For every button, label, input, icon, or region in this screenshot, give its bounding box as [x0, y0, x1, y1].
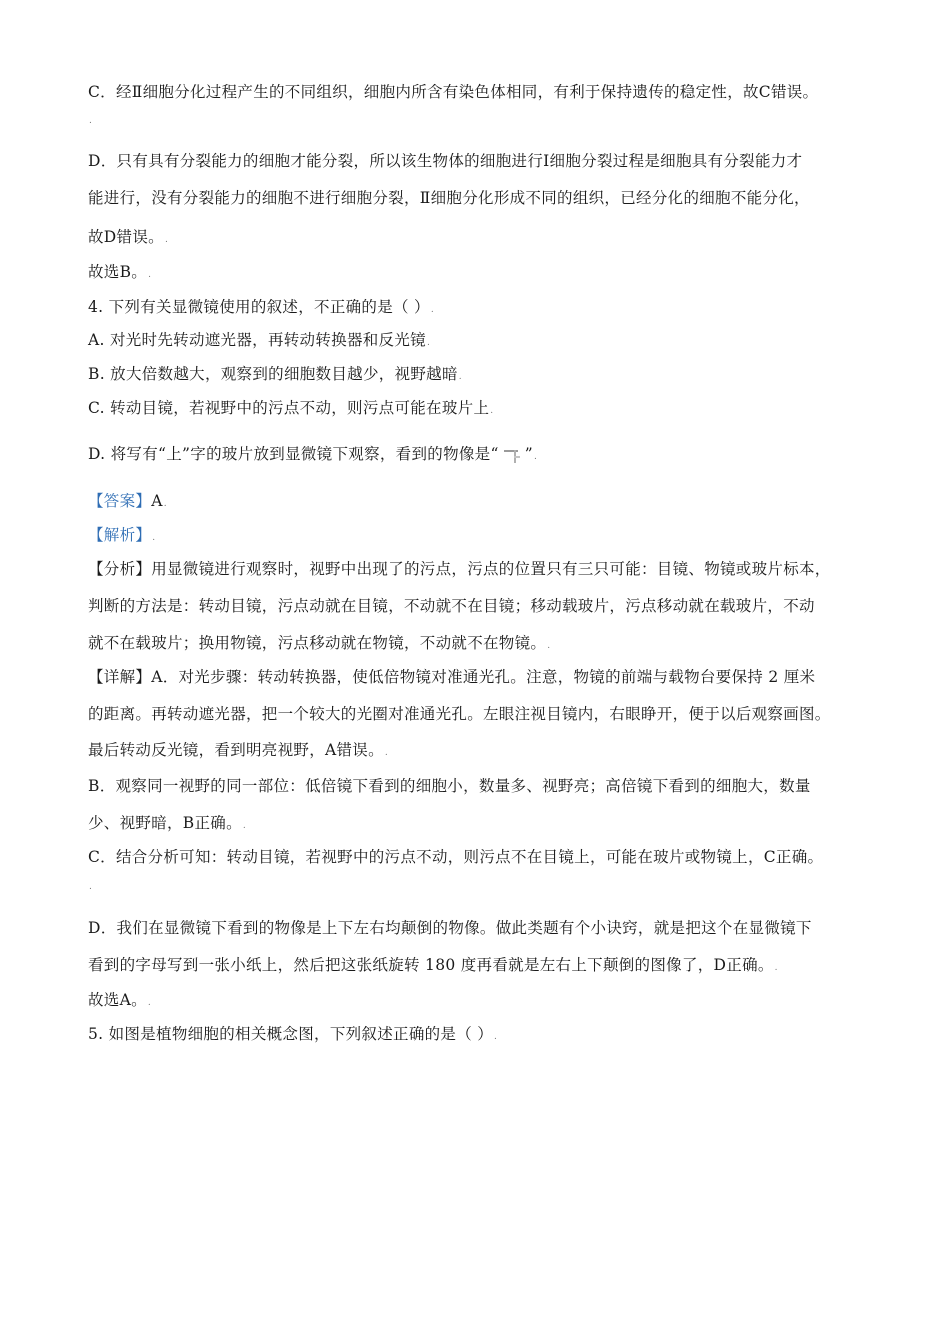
- answer-line: 【答案】A.: [88, 492, 167, 510]
- paragraph-d-analysis-line3: 故D错误。.: [88, 228, 169, 246]
- paragraph-d-analysis-line2: 能进行，没有分裂能力的细胞不进行细胞分裂，Ⅱ细胞分化形成不同的组织，已经分化的细胞不能分化，: [88, 189, 810, 207]
- detail-paragraph-b-line1: B．观察同一视野的同一部位：低倍镜下看到的细胞小，数量多、视野亮；高倍镜下看到的细胞大，数量: [88, 777, 811, 795]
- answer-tag: 【答案】: [88, 492, 152, 510]
- paragraph-mark-symbol: .: [89, 116, 93, 126]
- question-4-stem: 4. 下列有关显微镜使用的叙述，不正确的是（ ）.: [88, 298, 435, 316]
- analysis-tag: 【分析】: [88, 560, 152, 578]
- analysis-paragraph-line2: 判断的方法是：转动目镜，污点动就在目镜，不动就不在目镜；移动载玻片，污点移动就在载玻片，不动: [88, 597, 815, 615]
- detail-paragraph-d-line1: D．我们在显微镜下看到的物像是上下左右均颠倒的物像。做此类题有个小诀窍，就是把这个在显微镜下: [88, 919, 812, 937]
- detail-paragraph-a-line1: 【详解】A．对光步骤：转动转换器，使低倍物镜对准通光孔。注意，物镜的前端与载物台要保持 2 厘米: [88, 668, 816, 686]
- detail-paragraph-d-line2: 看到的字母写到一张小纸上，然后把这张纸旋转 180 度再看就是左右上下颠倒的图像了，D正确。.: [88, 956, 778, 974]
- paragraph-mark: [88, 108, 92, 131]
- paragraph-mark-2: .: [89, 882, 93, 892]
- detail-tag: 【详解】: [88, 668, 152, 686]
- detail-paragraph-a-line3: 最后转动反光镜，看到明亮视野，A错误。.: [88, 741, 389, 759]
- question-4-option-a: A. 对光时先转动遮光器，再转动转换器和反光镜.: [88, 331, 431, 349]
- detail-paragraph-a-line2: 的距离。再转动遮光器，把一个较大的光圈对准通光孔。左眼注视目镜内，右眼睁开，便于以后观察画图。: [88, 705, 831, 723]
- detail-paragraph-c: C．结合分析可知：转动目镜，若视野中的污点不动，则污点不在目镜上，可能在玻片或物镜上，C正确。: [88, 848, 824, 866]
- document-page: [88, 0, 888, 1344]
- explanation-line: 【解析】.: [88, 526, 156, 544]
- analysis-paragraph-line1: 【分析】用显微镜进行观察时，视野中出现了的污点，污点的位置只有三只可能：目镜、物镜或玻片标本，: [88, 560, 831, 578]
- inverted-character-image: [499, 445, 525, 465]
- question-4-option-c: C. 转动目镜，若视野中的污点不动，则污点可能在玻片上.: [88, 399, 494, 417]
- paragraph-c-analysis: C．经Ⅱ细胞分化过程产生的不同组织，细胞内所含有染色体相同，有利于保持遗传的稳定性，故C错误。: [88, 83, 819, 101]
- question-4-option-d: D. 将写有“上”字的玻片放到显微镜下观察，看到的物像是“ ”.: [88, 445, 538, 463]
- detail-paragraph-b-line2: 少、视野暗，B正确。.: [88, 814, 247, 832]
- question-4-option-b: B. 放大倍数越大，观察到的细胞数目越少，视野越暗.: [88, 365, 462, 383]
- explanation-tag: 【解析】: [88, 526, 152, 544]
- question-5-stem: 5. 如图是植物细胞的相关概念图，下列叙述正确的是（ ）.: [88, 1025, 498, 1043]
- answer-choice-a: 故选A。.: [88, 991, 152, 1009]
- analysis-paragraph-line3: 就不在载玻片；换用物镜，污点移动就在物镜，不动就不在物镜。.: [88, 634, 551, 652]
- answer-choice-b: 故选B。.: [88, 263, 152, 281]
- answer-value: A: [151, 492, 163, 510]
- paragraph-d-analysis-line1: D．只有具有分裂能力的细胞才能分裂，所以该生物体的细胞进行Ⅰ细胞分裂过程是细胞具有分裂能力才: [88, 152, 803, 170]
